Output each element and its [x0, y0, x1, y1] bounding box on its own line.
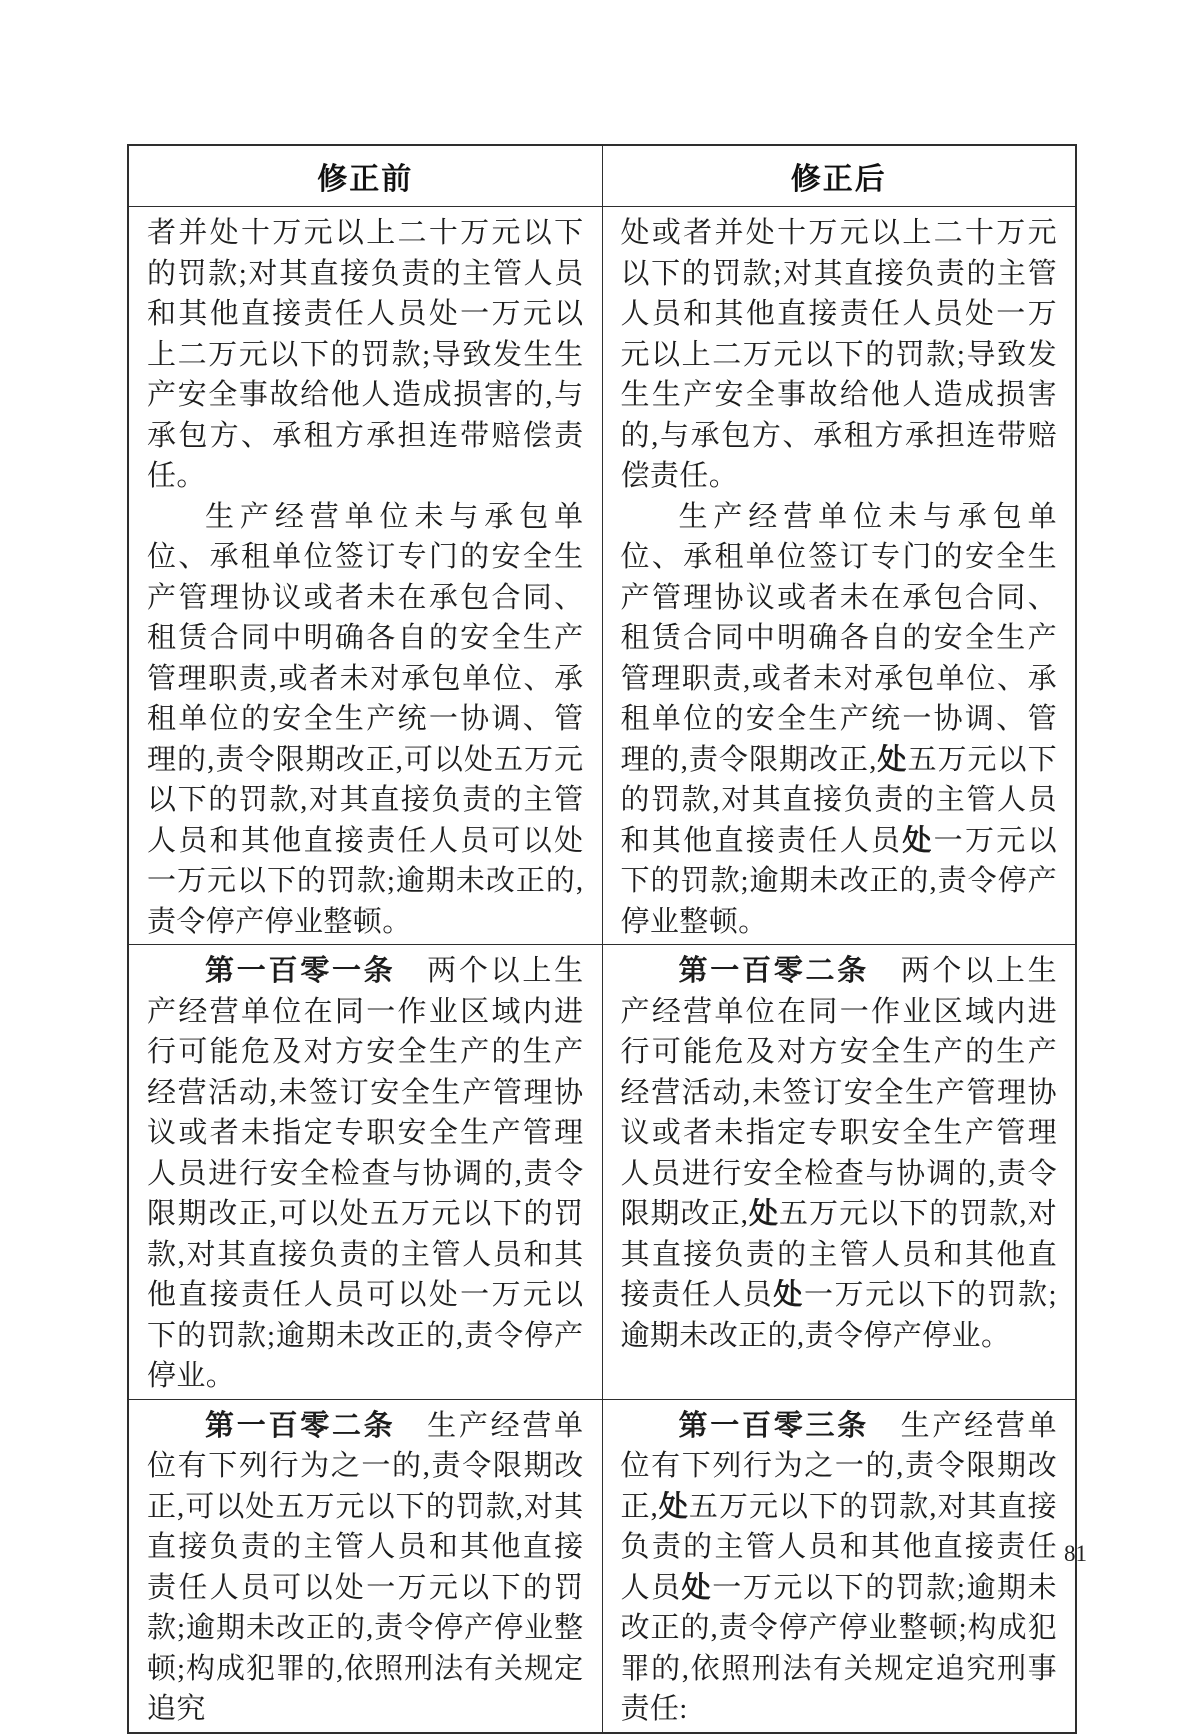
body-text: 者并处十万元以上二十万元以下的罚款;对其直接负责的主管人员和其他直接责任人员处一万元以上二万元以下的罚款;导致发生生产安全事故给他人造成损害的,与承包方、承租方承担连带赔偿责任。: [147, 217, 584, 492]
paragraph: [147, 1406, 584, 1730]
emphasis-bold-text: 第一百零一条: [205, 955, 396, 987]
page-number: 81: [1064, 1541, 1087, 1566]
body-text: 五万元以下的罚款,对其直接负责的主管人员和其他直接责任人员: [620, 1490, 1058, 1604]
body-text: 一万元以下的罚款;逾期未改正的,责令停产停业。: [620, 1279, 1057, 1352]
emphasis-bold-text: 第一百零三条: [678, 1409, 869, 1442]
column-header-before-amendment: 修正前: [128, 145, 602, 207]
table-header-row: [128, 145, 1076, 207]
body-text: 两个以上生产经营单位在同一作业区域内进行可能危及对方安全生产的生产经营活动,未签订安全生产管理协议或者未指定专职安全生产管理人员进行安全检查与协调的,责令限期改正,可以处五万元以下的罚款,对其直接负责的主管人员和其他直接责任人员可以处一万元以下的罚款;逾期未改正的,责令停产停业。: [147, 955, 584, 1392]
emphasis-bold-text: 处: [681, 1571, 713, 1604]
emphasis-bold-text: 第一百零二条: [678, 955, 869, 987]
cell-before-amendment: [128, 207, 602, 945]
emphasis-bold-text: 处: [658, 1490, 689, 1523]
body-text: 生产经营单位有下列行为之一的,责令限期改正,: [620, 1409, 1057, 1523]
cell-after-amendment: [602, 945, 1076, 1400]
paragraph: [621, 1406, 1058, 1730]
body-text: 五万元以下的罚款,对其直接负责的主管人员和其他直接责任人员: [620, 743, 1057, 857]
table-body: [128, 207, 1076, 1733]
emphasis-bold-text: 第一百零二条: [205, 1409, 396, 1442]
emphasis-bold-text: 处: [773, 1279, 804, 1311]
column-header-after-amendment: 修正后: [602, 145, 1076, 207]
cell-after-amendment: [602, 1399, 1076, 1733]
paragraph: [621, 951, 1058, 1356]
body-text: 五万元以下的罚款,对其直接负责的主管人员和其他直接责任人员: [620, 1198, 1057, 1311]
body-text: 生产经营单位未与承包单位、承租单位签订专门的安全生产管理协议或者未在承包合同、租赁合同中明确各自的安全生产管理职责,或者未对承包单位、承租单位的安全生产统一协调、管理的,责令限期改正,可以处五万元以下的罚款,对其直接负责的主管人员和其他直接责任人员可以处一万元以下的罚款;逾期未改正的,责令停产停业整顿。: [147, 500, 584, 938]
table-row: [128, 207, 1076, 945]
cell-before-amendment: [128, 1399, 602, 1733]
table-row: [128, 945, 1076, 1400]
paragraph: [621, 213, 1058, 497]
cell-after-amendment: [602, 207, 1076, 945]
body-text: 两个以上生产经营单位在同一作业区域内进行可能危及对方安全生产的生产经营活动,未签订安全生产管理协议或者未指定专职安全生产管理人员进行安全检查与协调的,责令限期改正,: [620, 955, 1057, 1230]
emphasis-bold-text: 处: [902, 824, 934, 857]
paragraph: [147, 951, 584, 1397]
paragraph: [147, 497, 584, 943]
body-text: 生产经营单位未与承包单位、承租单位签订专门的安全生产管理协议或者未在承包合同、租赁合同中明确各自的安全生产管理职责,或者未对承包单位、承租单位的安全生产统一协调、管理的,责令限期改正,: [620, 500, 1057, 776]
cell-before-amendment: [128, 945, 602, 1400]
emphasis-bold-text: 处: [748, 1198, 779, 1230]
emphasis-bold-text: 处: [876, 743, 908, 776]
paragraph: [147, 213, 584, 497]
table-row: [128, 1399, 1076, 1733]
body-text: 一万元以下的罚款;逾期未改正的,责令停产停业整顿。: [620, 824, 1057, 938]
comparison-table: [127, 144, 1077, 1734]
body-text: 一万元以下的罚款;逾期未改正的,责令停产停业整顿;构成犯罪的,依照刑法有关规定追究刑事责任:: [620, 1571, 1057, 1725]
body-text: 生产经营单位有下列行为之一的,责令限期改正,可以处五万元以下的罚款,对其直接负责的主管人员和其他直接责任人员可以处一万元以下的罚款;逾期未改正的,责令停产停业整顿;构成犯罪的,依照刑法有关规定追究: [147, 1409, 584, 1725]
body-text: 处或者并处十万元以上二十万元以下的罚款;对其直接负责的主管人员和其他直接责任人员处一万元以上二万元以下的罚款;导致发生生产安全事故给他人造成损害的,与承包方、承租方承担连带赔偿责任。: [620, 217, 1057, 492]
paragraph: [621, 497, 1058, 943]
